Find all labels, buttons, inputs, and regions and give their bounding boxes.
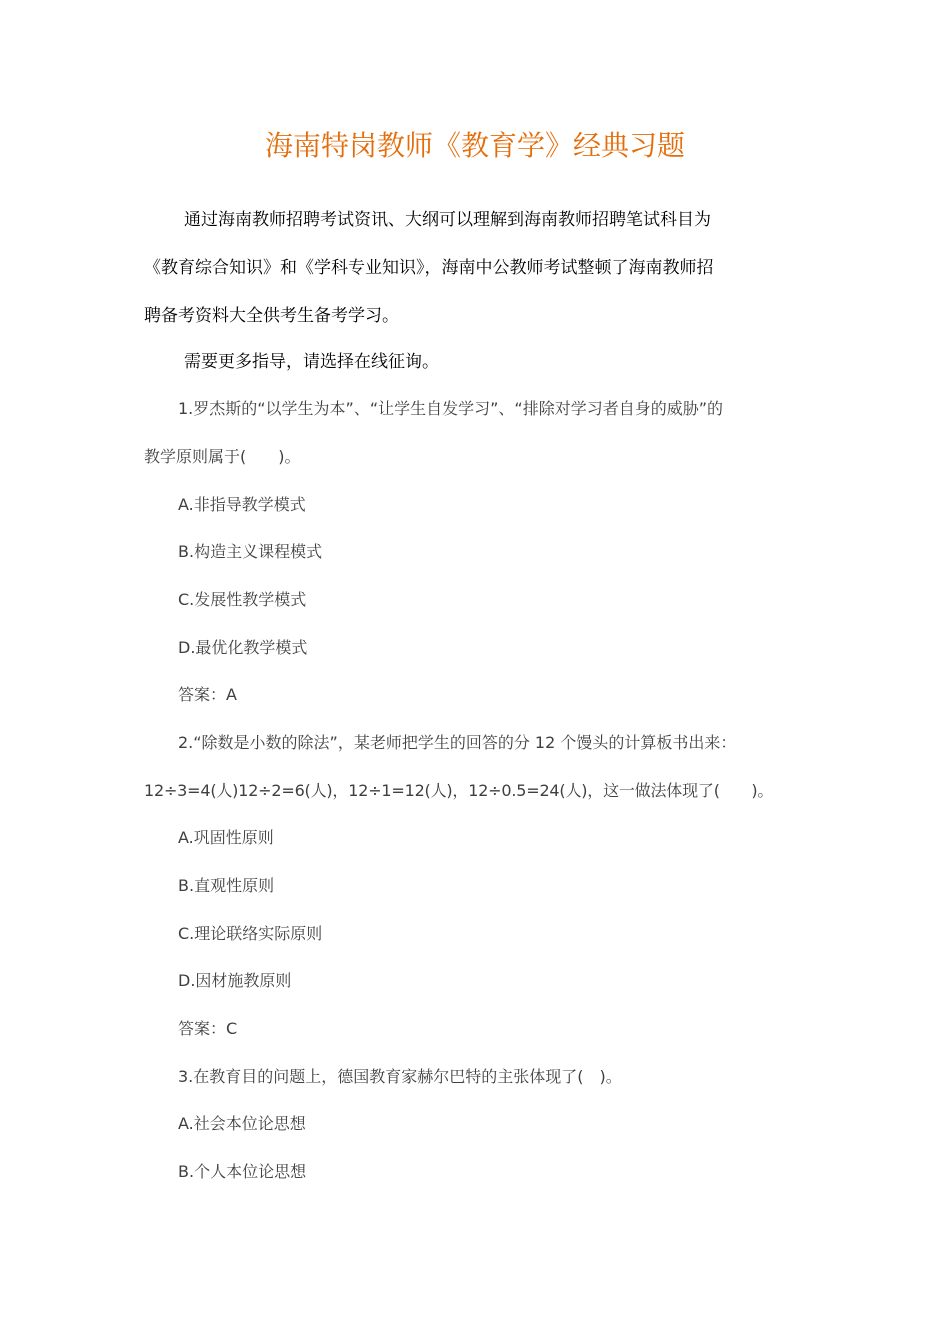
q2-stem-line-1: 2.“除数是小数的除法”，某老师把学生的回答的分 12 个馒头的计算板书出来：	[178, 733, 737, 752]
q2-option-c: C.理论联络实际原则	[178, 924, 323, 943]
q3-stem-line-1: 3.在教育目的问题上，德国教育家赫尔巴特的主张体现了( )。	[178, 1067, 622, 1086]
q1-option-d: D.最优化教学模式	[178, 638, 308, 657]
q1-answer: 答案：A	[178, 685, 237, 704]
q2-option-d: D.因材施教原则	[178, 971, 292, 990]
intro-line-1: 通过海南教师招聘考试资讯、大纲可以理解到海南教师招聘笔试科目为	[184, 210, 711, 230]
q1-option-b: B.构造主义课程模式	[178, 542, 323, 561]
intro-line-2: 《教育综合知识》和《学科专业知识》，海南中公教师考试整顿了海南教师招	[144, 258, 714, 278]
q2-option-b: B.直观性原则	[178, 876, 275, 895]
q2-answer: 答案：C	[178, 1019, 238, 1038]
q1-option-a: A.非指导教学模式	[178, 495, 306, 514]
q1-option-c: C.发展性教学模式	[178, 590, 307, 609]
q2-option-a: A.巩固性原则	[178, 828, 274, 847]
q1-stem-line-1: 1.罗杰斯的“以学生为本”、“让学生自发学习”、“排除对学习者自身的威胁”的	[178, 399, 724, 418]
guide-text: 需要更多指导，请选择在线征询。	[184, 352, 439, 372]
q1-stem-line-2: 教学原则属于( )。	[144, 447, 301, 466]
q2-stem-line-2: 12÷3=4(人)12÷2=6(人)，12÷1=12(人)，12÷0.5=24(人)，这一做法体现了( )。	[144, 781, 774, 800]
q3-option-b: B.个人本位论思想	[178, 1162, 307, 1181]
q3-option-a: A.社会本位论思想	[178, 1114, 306, 1133]
intro-line-3: 聘备考资料大全供考生备考学习。	[144, 306, 399, 326]
document-title: 海南特岗教师《教育学》经典习题	[264, 129, 685, 162]
